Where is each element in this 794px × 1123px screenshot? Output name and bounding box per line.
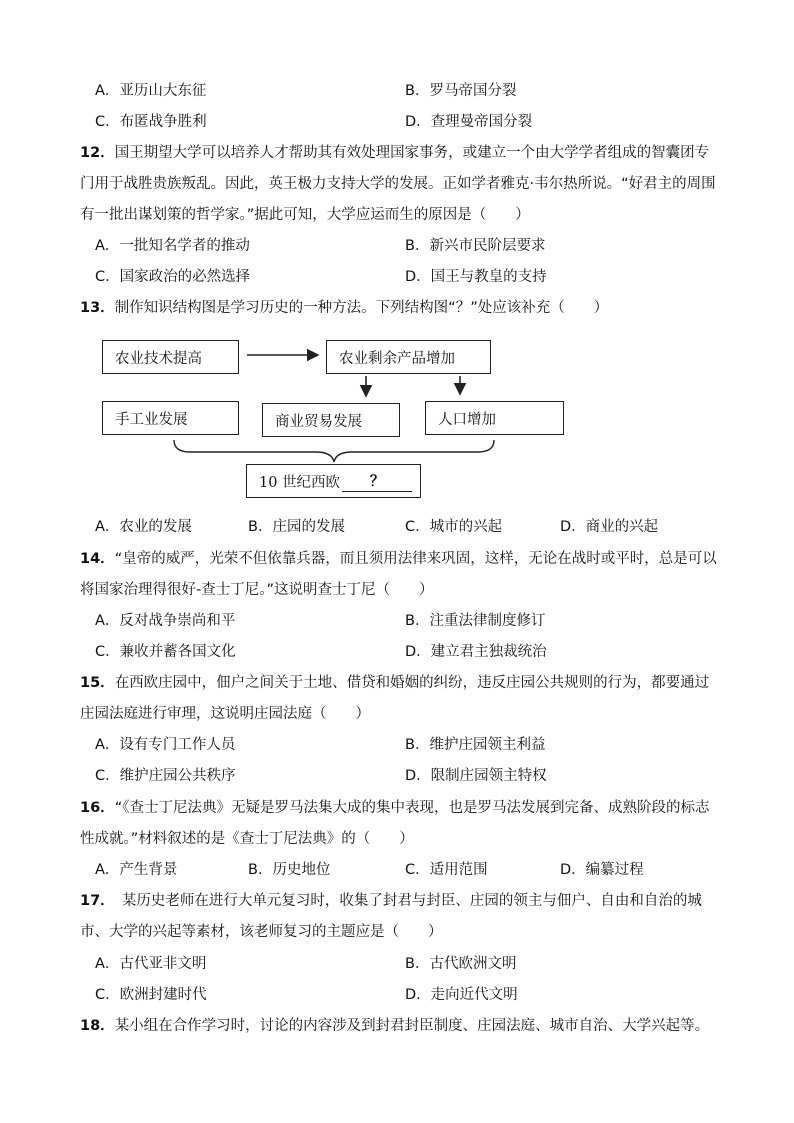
question-number: 17． — [80, 893, 108, 909]
question-number: 12． — [80, 145, 115, 161]
q11-option-a[interactable]: A．亚历山大东征 — [95, 83, 207, 99]
q17-option-d[interactable]: D．走向近代文明 — [405, 987, 518, 1003]
question-16-line-1 — [80, 798, 709, 818]
diagram-box-surplus: 农业剩余产品增加 — [326, 340, 491, 374]
q17-option-c[interactable]: C．欧洲封建时代 — [95, 987, 207, 1003]
question-14-line-2: 将国家治理得很好-查士丁尼。”这说明查士丁尼（ ） — [80, 582, 434, 598]
question-12-line-3: 有一批出谋划策的哲学家。”据此可知，大学应运而生的原因是（ ） — [80, 207, 530, 223]
question-17-line-2: 市、大学的兴起等素材，该老师复习的主题应是（ ） — [80, 924, 443, 940]
question-number: 18． — [80, 1018, 115, 1034]
q16-option-a[interactable]: A．产生背景 — [95, 862, 178, 878]
question-text: “皇帝的威严，光荣不但依靠兵器，而且须用法律来巩固，这样，无论在战时或平时，总是可以 — [114, 551, 717, 567]
question-14-line-1 — [80, 549, 717, 569]
q11-option-b[interactable]: B．罗马帝国分裂 — [405, 83, 517, 99]
q14-option-a[interactable]: A．反对战争崇尚和平 — [95, 613, 236, 629]
question-17-line-1 — [80, 891, 702, 911]
question-number: 14． — [80, 551, 115, 567]
q15-option-d[interactable]: D．限制庄园领主特权 — [405, 768, 547, 784]
q13-option-c[interactable]: C．城市的兴起 — [405, 519, 503, 535]
q12-option-d[interactable]: D．国王与教皇的支持 — [405, 269, 547, 285]
q14-option-c[interactable]: C．兼收并蓄各国文化 — [95, 644, 236, 660]
question-text: 某历史老师在进行大单元复习时，收集了封君与封臣、庄园的领主与佃户、自由和自治的城 — [107, 893, 702, 909]
question-text: “《查士丁尼法典》无疑是罗马法集大成的集中表现，也是罗马法发展到完备、成熟阶段的标志 — [114, 800, 710, 816]
q12-option-a[interactable]: A．一批知名学者的推动 — [95, 238, 250, 254]
question-12-line-2: 门用于战胜贵族叛乱。因此，英王极力支持大学的发展。正如学者雅克·韦尔热所说。“好君主的周围 — [80, 176, 716, 192]
q12-option-b[interactable]: B．新兴市民阶层要求 — [405, 238, 546, 254]
q16-option-d[interactable]: D．编纂过程 — [560, 862, 644, 878]
q11-option-c[interactable]: C．布匿战争胜利 — [95, 114, 207, 130]
q13-option-b[interactable]: B．庄园的发展 — [248, 519, 345, 535]
diagram-box-agri-tech: 农业技术提高 — [102, 340, 239, 374]
diagram-brace — [174, 440, 494, 462]
q12-option-c[interactable]: C．国家政治的必然选择 — [95, 269, 251, 285]
q14-option-b[interactable]: B．注重法律制度修订 — [405, 613, 546, 629]
question-text: 国王期望大学可以培养人才帮助其有效处理国家事务，或建立一个由大学学者组成的智囊团专 — [114, 145, 710, 161]
diagram-box-commerce: 商业贸易发展 — [262, 403, 400, 437]
q15-option-a[interactable]: A．设有专门工作人员 — [95, 737, 236, 753]
question-16-line-2: 性成就。”材料叙述的是《查士丁尼法典》的（ ） — [80, 831, 414, 847]
question-15-line-1 — [80, 673, 709, 693]
q17-option-a[interactable]: A．古代亚非文明 — [95, 956, 207, 972]
question-text: 在西欧庄园中，佃户之间关于土地、借贷和婚姻的纠纷，违反庄园公共规则的行为，都要通过 — [114, 675, 710, 691]
q13-option-d[interactable]: D．商业的兴起 — [560, 519, 659, 535]
question-number: 15． — [80, 675, 115, 691]
question-text: 制作知识结构图是学习历史的一种方法。下列结构图“？”处应该补充（ ） — [114, 300, 609, 316]
question-text: 某小组在合作学习时，讨论的内容涉及到封君封臣制度、庄园法庭、城市自治、大学兴起等。 — [114, 1018, 710, 1034]
question-15-line-2: 庄园法庭进行审理，这说明庄园法庭（ ） — [80, 706, 370, 722]
question-number: 13． — [80, 300, 115, 316]
diagram-box-population: 人口增加 — [425, 401, 564, 435]
q15-option-b[interactable]: B．维护庄园领主利益 — [405, 737, 546, 753]
diagram-box-handicraft: 手工业发展 — [102, 401, 239, 435]
diagram-result-blank: ？ — [342, 470, 412, 492]
q13-option-a[interactable]: A．农业的发展 — [95, 519, 192, 535]
q16-option-b[interactable]: B．历史地位 — [248, 862, 331, 878]
question-18-line-1 — [80, 1016, 709, 1036]
q14-option-d[interactable]: D．建立君主独裁统治 — [405, 644, 547, 660]
diagram-result-prefix: 10 世纪西欧 — [259, 474, 341, 491]
q17-option-b[interactable]: B．古代欧洲文明 — [405, 956, 517, 972]
q11-option-d[interactable]: D．查理曼帝国分裂 — [405, 114, 533, 130]
q16-option-c[interactable]: C．适用范围 — [405, 862, 488, 878]
question-number: 16． — [80, 800, 115, 816]
q15-option-c[interactable]: C．维护庄园公共秩序 — [95, 768, 236, 784]
